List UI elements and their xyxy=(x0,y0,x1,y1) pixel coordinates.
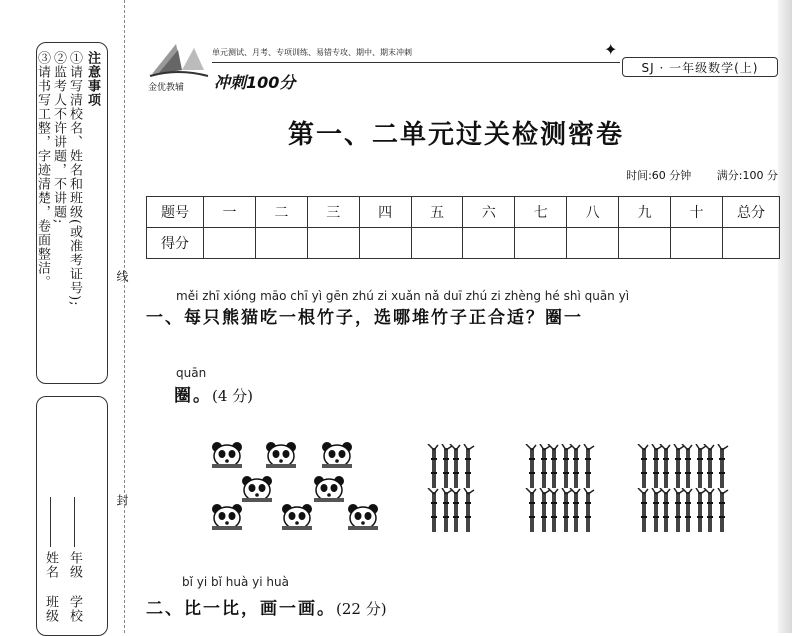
q1-pinyin: měi zhī xióng māo chī yì gēn zhú zi xuǎn nǎ duī zhú zi zhèng hé shì quān yì xyxy=(176,289,630,303)
score-cell[interactable] xyxy=(359,228,411,259)
score-header-cell: 七 xyxy=(515,197,567,228)
panda-icon xyxy=(320,440,354,470)
bamboo-icon xyxy=(448,488,476,532)
panda-icon xyxy=(312,474,346,504)
score-table-score-row xyxy=(147,228,780,259)
score-cell[interactable] xyxy=(307,228,359,259)
exam-notes-box xyxy=(36,42,108,384)
cut-mark-line: 线 xyxy=(115,270,129,282)
page-title: 第一、二单元过关检测密卷 xyxy=(287,120,624,150)
logo-text: 金优教辅 xyxy=(148,83,185,93)
bamboo-icon xyxy=(568,488,596,532)
panda-icon xyxy=(210,440,244,470)
q2-text: 二、比一比，画一画。(22 分) xyxy=(146,599,387,619)
score-header-cell: 总分 xyxy=(723,197,780,228)
series-subtitle: 单元测试、月考、专项训练、易错专攻、期中、期末冲刺 xyxy=(212,48,412,57)
score-header-cell: 一 xyxy=(204,197,256,228)
page-edge-shadow xyxy=(778,0,792,633)
header-rule xyxy=(212,62,620,63)
name-field: 姓名 xyxy=(39,497,61,579)
q1-text-2: 圈。(4 分) xyxy=(174,386,254,406)
score-cell[interactable] xyxy=(671,228,723,259)
brand-title: 冲刺100分 xyxy=(214,73,296,92)
panda-icon xyxy=(264,440,298,470)
score-cell[interactable] xyxy=(204,228,256,259)
grade-field: 年级 xyxy=(63,497,85,579)
score-cell[interactable] xyxy=(619,228,671,259)
score-header-cell: 十 xyxy=(671,197,723,228)
score-header-cell: 五 xyxy=(411,197,463,228)
score-header-cell: 六 xyxy=(463,197,515,228)
score-cell[interactable] xyxy=(515,228,567,259)
score-header-cell: 三 xyxy=(307,197,359,228)
bamboo-icon xyxy=(702,444,730,488)
score-header-cell: 四 xyxy=(359,197,411,228)
panda-icon xyxy=(346,502,380,532)
time-limit: 时间:60 分钟 xyxy=(626,169,692,182)
cut-line xyxy=(124,0,125,633)
student-info-box xyxy=(36,396,108,636)
score-cell[interactable] xyxy=(723,228,780,259)
panda-icon xyxy=(240,474,274,504)
score-row-label: 得分 xyxy=(147,228,204,259)
note-2: ②监考人不许讲题，不讲题; xyxy=(51,51,66,225)
score-table xyxy=(146,196,780,259)
class-field: 班级 xyxy=(43,595,58,623)
q1-text: 一、每只熊猫吃一根竹子，选哪堆竹子正合适？圈一 xyxy=(146,308,583,328)
binding-margin xyxy=(0,0,128,633)
sparkle-icon: ✦ xyxy=(604,40,618,59)
exam-meta xyxy=(604,167,778,183)
score-cell[interactable] xyxy=(255,228,307,259)
note-1: ①请写清校名、姓名和班级(或准考证号); xyxy=(67,51,82,307)
score-header-cell: 题号 xyxy=(147,197,204,228)
grade-subject-badge: SJ · 一年级数学(上) xyxy=(622,57,778,77)
score-header-cell: 九 xyxy=(619,197,671,228)
score-table-header-row xyxy=(147,197,780,228)
panda-icon xyxy=(280,502,314,532)
panda-icon xyxy=(210,502,244,532)
score-cell[interactable] xyxy=(411,228,463,259)
cut-mark-seal: 封 xyxy=(115,494,129,506)
q2-pinyin: bǐ yi bǐ huà yi huà xyxy=(182,575,289,589)
bamboo-icon xyxy=(448,444,476,488)
score-cell[interactable] xyxy=(567,228,619,259)
q1-pinyin-2: quān xyxy=(176,366,207,380)
bamboo-icon xyxy=(568,444,596,488)
school-field: 学校 xyxy=(67,595,82,623)
score-header-cell: 二 xyxy=(255,197,307,228)
bamboo-icon xyxy=(702,488,730,532)
full-score: 满分:100 分 xyxy=(716,169,778,182)
score-header-cell: 八 xyxy=(567,197,619,228)
note-3: ③请书写工整，字迹清楚，卷面整洁。 xyxy=(35,51,50,289)
notes-label: 注意事项 xyxy=(85,51,100,107)
score-cell[interactable] xyxy=(463,228,515,259)
